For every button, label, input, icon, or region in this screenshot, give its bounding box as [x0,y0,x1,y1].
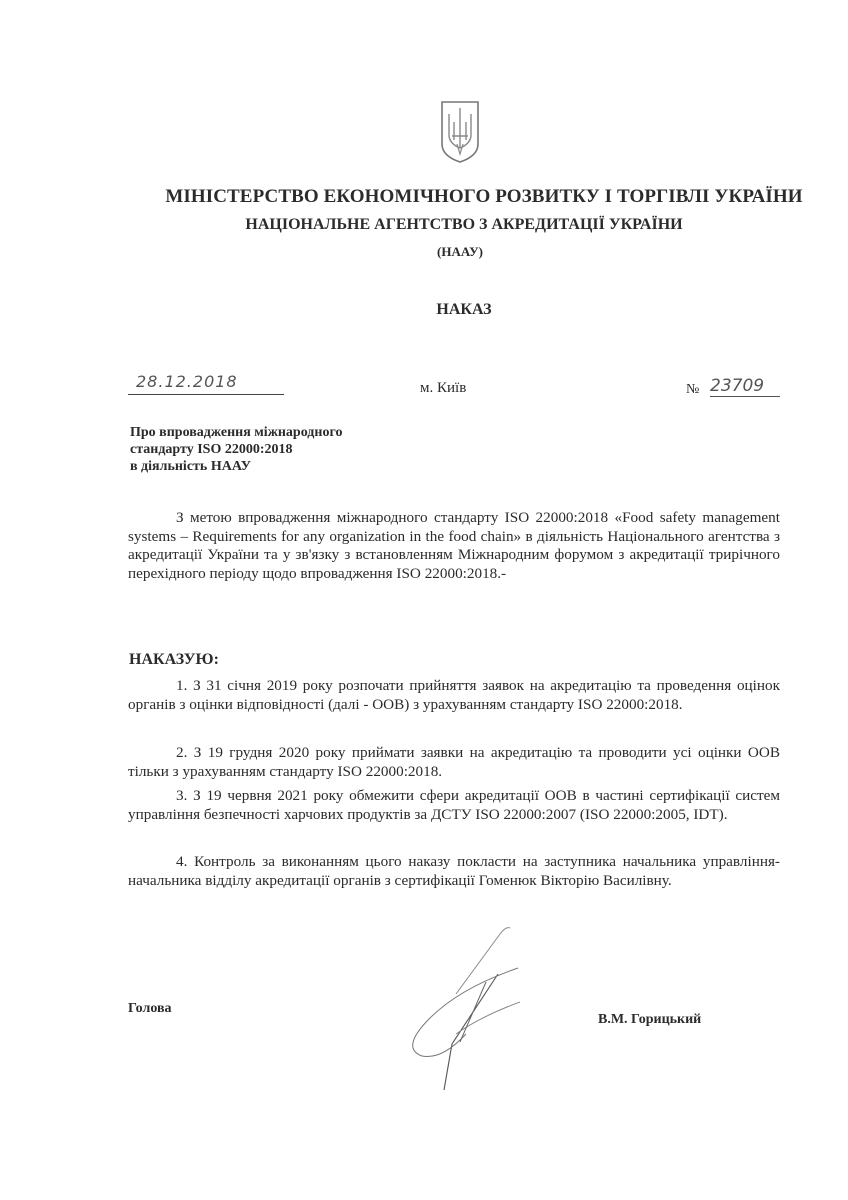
city: м. Київ [420,380,467,396]
handwritten-date: 28.12.2018 [136,372,238,391]
handwritten-number: 23709 [710,376,780,397]
order-item: 3. З 19 червня 2021 року обмежити сфери акредитації ООВ в частині сертифікації систем управління безпечності харчових продуктів за ДСТУ ISO 22000:2007 (ISO 22000:2005, IDT). [128,787,780,823]
number-field [686,376,786,398]
order-heading: НАКАЗУЮ: [129,651,219,668]
order-item: 1. З 31 січня 2019 року розпочати прийняття заявок на акредитацію та проведення оцінок органів з оцінки відповідності (далі - ООВ) з урахуванням стандарту ISO 22000:2018. [128,677,780,713]
ministry-title: МІНІСТЕРСТВО ЕКОНОМІЧНОГО РОЗВИТКУ І ТОРГІВЛІ УКРАЇНИ [165,186,803,207]
agency-abbreviation: (НААУ) [437,244,483,259]
document-type: НАКАЗ [436,301,492,318]
preamble-paragraph: З метою впровадження міжнародного стандарту ISO 22000:2018 «Food safety management systems – Requirements for any organization in the food chain» в діяльність Національного агентства з акредитації України та у зв'язку з встановленням Міжнародним форумом з акредитації трирічного перехідного періоду щодо впровадження ISO 22000:2018.- [128,509,780,582]
signer-role: Голова [128,1001,172,1016]
order-subject [130,424,430,475]
number-sign: № [686,382,700,397]
order-item: 2. З 19 грудня 2020 року приймати заявки на акредитацію та проводити усі оцінки ООВ тільки з урахуванням стандарту ISO 22000:2018. [128,744,780,780]
date-field [128,372,284,395]
order-item: 4. Контроль за виконанням цього наказу покласти на заступника начальника управління-начальника відділу акредитації органів з сертифікації Гоменюк Вікторію Василівну. [128,853,780,889]
subject-line: Про впровадження міжнародного [130,425,343,440]
signer-name: В.М. Горицький [598,1012,702,1027]
subject-line: стандарту ISO 22000:2018 [130,442,293,457]
trident-emblem-icon [440,100,480,164]
agency-title: НАЦІОНАЛЬНЕ АГЕНТСТВО З АКРЕДИТАЦІЇ УКРАЇНИ [245,216,683,233]
handwritten-signature [360,922,520,1102]
subject-line: в діяльність НААУ [130,459,251,474]
